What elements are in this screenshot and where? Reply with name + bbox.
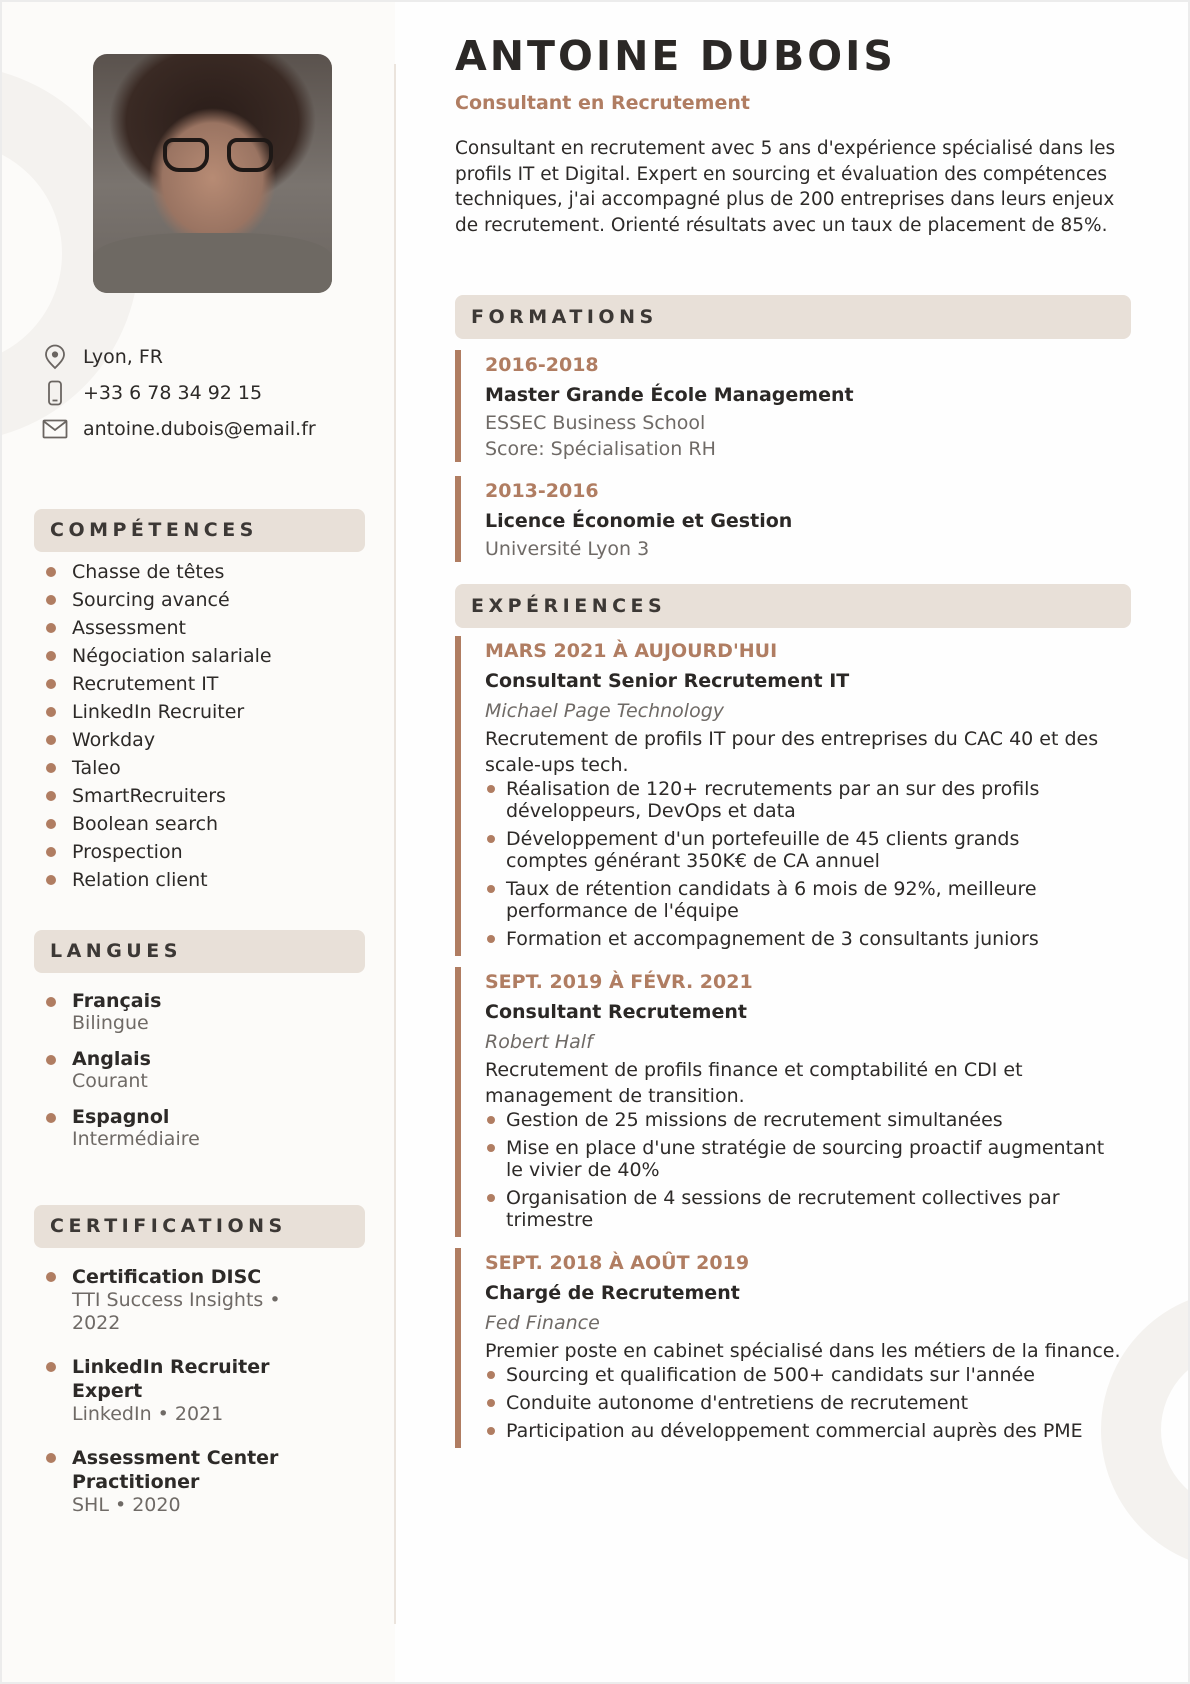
certification-issuer: TTI Success Insights • 2022 (72, 1289, 281, 1334)
skill-item (46, 586, 272, 614)
skill-item (46, 726, 272, 754)
achievement-text: Formation et accompagnement de 3 consultants juniors (506, 928, 1039, 950)
bullet-dot-icon (46, 1113, 56, 1123)
education-dates: 2016-2018 (485, 354, 599, 376)
experience-dates: MARS 2021 À AUJOURD'HUI (485, 640, 778, 662)
achievement-item (485, 928, 1105, 950)
education-entry (455, 350, 1131, 462)
certification-name: Certification DISC (72, 1266, 262, 1288)
languages-list (46, 990, 200, 1164)
skill-label: Chasse de têtes (72, 561, 225, 583)
certification-item (46, 1446, 346, 1517)
achievement-text: Mise en place d'une stratégie de sourcing proactif augmentant le vivier de 40% (506, 1137, 1105, 1181)
experience-header: EXPÉRIENCES (455, 584, 1131, 628)
skill-item (46, 754, 272, 782)
location-pin-icon (42, 344, 68, 370)
achievement-item (485, 1392, 1105, 1414)
language-name: Anglais (72, 1048, 151, 1070)
bullet-dot-icon (46, 707, 56, 717)
experience-achievements (485, 778, 1105, 950)
education-entry (455, 476, 1131, 562)
skill-label: Boolean search (72, 813, 219, 835)
achievement-text: Taux de rétention candidats à 6 mois de 92%, meilleure performance de l'équipe (506, 878, 1037, 922)
candidate-role: Consultant en Recrutement (455, 92, 750, 114)
education-school: Université Lyon 3 (485, 538, 650, 560)
language-name: Espagnol (72, 1106, 170, 1128)
language-item (46, 1048, 200, 1092)
skill-label: Négociation salariale (72, 645, 272, 667)
skill-item (46, 642, 272, 670)
achievement-item (485, 1109, 1105, 1131)
bullet-dot-icon (487, 1116, 495, 1124)
bullet-dot-icon (46, 1453, 56, 1463)
achievement-item (485, 828, 1105, 872)
certification-item (46, 1355, 346, 1426)
skill-item (46, 670, 272, 698)
achievement-item (485, 1364, 1105, 1386)
education-degree: Licence Économie et Gestion (485, 510, 793, 532)
achievement-item (485, 778, 1105, 822)
education-detail: Score: Spécialisation RH (485, 438, 716, 460)
bullet-dot-icon (46, 567, 56, 577)
bullet-dot-icon (487, 785, 495, 793)
skill-item (46, 810, 272, 838)
skill-item (46, 782, 272, 810)
skills-list (46, 558, 272, 894)
shirt-shape (93, 233, 332, 293)
mail-icon (42, 416, 68, 442)
language-level: Courant (72, 1070, 148, 1092)
achievement-text: Conduite autonome d'entretiens de recrutement (506, 1392, 969, 1414)
achievement-item (485, 1420, 1105, 1442)
achievement-text: Sourcing et qualification de 500+ candidats sur l'année (506, 1364, 1035, 1386)
skill-label: Recrutement IT (72, 673, 219, 695)
email-link[interactable]: antoine.dubois@email.fr (83, 418, 316, 440)
experience-description: Premier poste en cabinet spécialisé dans les métiers de la finance. (485, 1340, 1121, 1362)
certification-issuer: LinkedIn • 2021 (72, 1403, 224, 1425)
achievement-text: Participation au développement commercial auprès des PME (506, 1420, 1083, 1442)
experience-company: Fed Finance (485, 1312, 600, 1334)
skill-label: Relation client (72, 869, 208, 891)
experience-position: Consultant Senior Recrutement IT (485, 670, 850, 692)
contact-email (42, 411, 316, 447)
bullet-dot-icon (46, 763, 56, 773)
achievement-item (485, 1137, 1105, 1181)
achievement-text: Organisation de 4 sessions de recrutement collectives par trimestre (506, 1187, 1060, 1231)
skill-item (46, 614, 272, 642)
certification-item (46, 1265, 346, 1335)
education-school: ESSEC Business School (485, 412, 706, 434)
bullet-dot-icon (46, 847, 56, 857)
achievement-text: Réalisation de 120+ recrutements par an sur des profils développeurs, DevOps et data (506, 778, 1040, 822)
skill-label: Sourcing avancé (72, 589, 230, 611)
bullet-dot-icon (487, 1194, 495, 1202)
language-item (46, 1106, 200, 1150)
bullet-dot-icon (46, 623, 56, 633)
language-level: Bilingue (72, 1012, 149, 1034)
profile-summary: Consultant en recrutement avec 5 ans d'expérience spécialisé dans les profils IT et Digital. Expert en sourcing et évaluation des compétences techniques, j'ai accompagné plus de 200 entreprises dans leurs enjeux de recrutement. Orienté résultats avec un taux de placement de 85%. (455, 138, 1116, 237)
skill-label: LinkedIn Recruiter (72, 701, 245, 723)
experience-achievements (485, 1109, 1105, 1231)
language-level: Intermédiaire (72, 1128, 200, 1150)
bullet-dot-icon (46, 1362, 56, 1372)
bullet-dot-icon (46, 595, 56, 605)
bullet-dot-icon (487, 1371, 495, 1379)
certifications-header: CERTIFICATIONS (34, 1205, 365, 1248)
bullet-dot-icon (46, 1272, 56, 1282)
bullet-dot-icon (46, 819, 56, 829)
location-text: Lyon, FR (83, 346, 163, 368)
phone-text[interactable]: +33 6 78 34 92 15 (83, 382, 263, 404)
bullet-dot-icon (46, 791, 56, 801)
certification-name: Assessment Center Practitioner (72, 1447, 279, 1493)
education-dates: 2013-2016 (485, 480, 599, 502)
skill-label: Workday (72, 729, 156, 751)
experience-entry (455, 967, 1131, 1237)
bullet-dot-icon (46, 1055, 56, 1065)
skills-header: COMPÉTENCES (34, 509, 365, 552)
experience-dates: SEPT. 2019 À FÉVR. 2021 (485, 971, 753, 993)
experience-entry (455, 636, 1131, 956)
bullet-dot-icon (487, 835, 495, 843)
certifications-list (46, 1265, 346, 1537)
bullet-dot-icon (46, 997, 56, 1007)
certification-issuer: SHL • 2020 (72, 1494, 181, 1516)
profile-photo (93, 54, 332, 293)
bullet-dot-icon (46, 875, 56, 885)
experience-company: Robert Half (485, 1031, 593, 1053)
experience-company: Michael Page Technology (485, 700, 725, 722)
experience-entry (455, 1248, 1131, 1448)
bullet-dot-icon (487, 1427, 495, 1435)
column-divider (394, 64, 396, 1624)
skill-label: Prospection (72, 841, 183, 863)
education-header: FORMATIONS (455, 295, 1131, 339)
bullet-dot-icon (487, 885, 495, 893)
skill-item (46, 866, 272, 894)
skill-item (46, 838, 272, 866)
language-item (46, 990, 200, 1034)
bullet-dot-icon (487, 1144, 495, 1152)
experience-dates: SEPT. 2018 À AOÛT 2019 (485, 1252, 750, 1274)
bullet-dot-icon (487, 1399, 495, 1407)
contact-phone (42, 375, 316, 411)
skill-label: Taleo (72, 757, 121, 779)
bullet-dot-icon (46, 651, 56, 661)
skill-label: Assessment (72, 617, 186, 639)
contact-info (42, 339, 316, 447)
achievement-text: Gestion de 25 missions de recrutement simultanées (506, 1109, 1003, 1131)
experience-position: Consultant Recrutement (485, 1001, 747, 1023)
experience-position: Chargé de Recrutement (485, 1282, 740, 1304)
achievement-text: Développement d'un portefeuille de 45 clients grands comptes générant 350K€ de CA annuel (506, 828, 1020, 872)
certification-name: LinkedIn Recruiter Expert (72, 1356, 270, 1402)
skill-label: SmartRecruiters (72, 785, 226, 807)
contact-location (42, 339, 316, 375)
skill-item (46, 698, 272, 726)
bullet-dot-icon (487, 935, 495, 943)
languages-header: LANGUES (34, 930, 365, 973)
experience-description: Recrutement de profils IT pour des entreprises du CAC 40 et des scale-ups tech. (485, 728, 1099, 776)
education-degree: Master Grande École Management (485, 384, 854, 406)
experience-description: Recrutement de profils finance et comptabilité en CDI et management de transition. (485, 1059, 1023, 1107)
experience-achievements (485, 1364, 1105, 1442)
achievement-item (485, 878, 1105, 922)
language-name: Français (72, 990, 162, 1012)
phone-icon (42, 380, 68, 406)
glasses-shape (163, 138, 273, 174)
candidate-name: ANTOINE DUBOIS (455, 32, 896, 80)
achievement-item (485, 1187, 1105, 1231)
skill-item (46, 558, 272, 586)
bullet-dot-icon (46, 679, 56, 689)
bullet-dot-icon (46, 735, 56, 745)
